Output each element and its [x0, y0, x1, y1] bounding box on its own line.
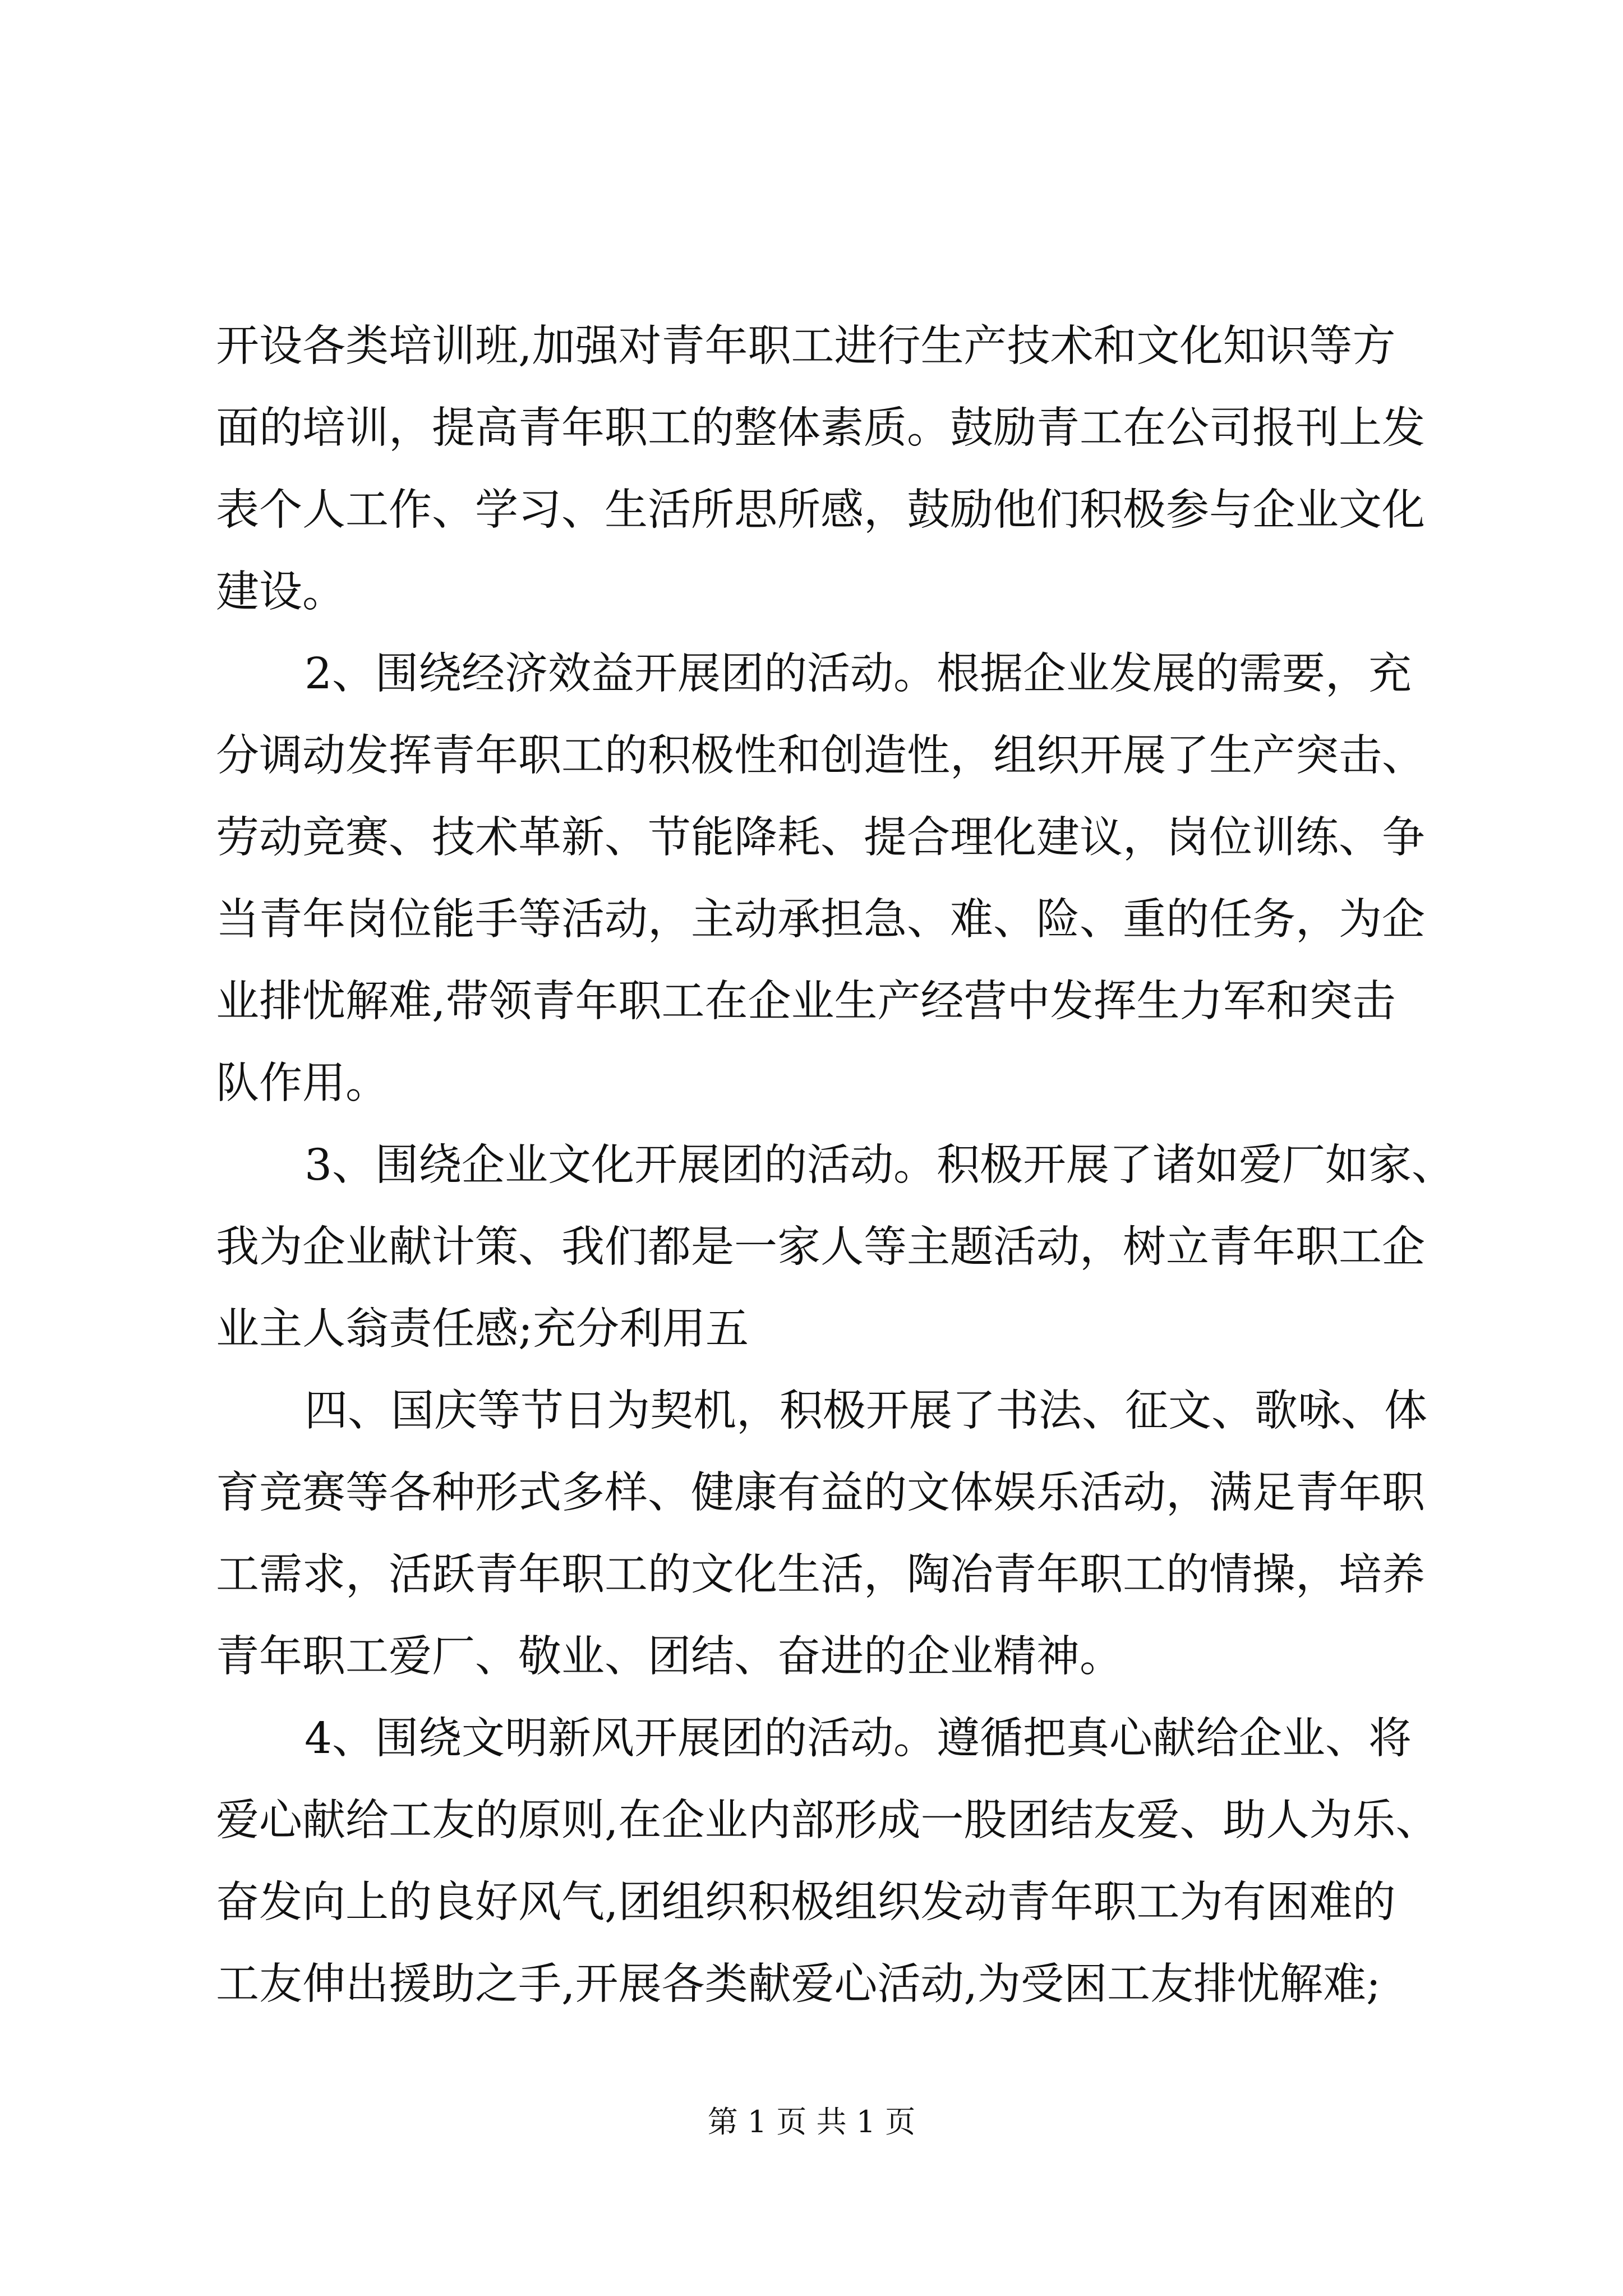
paragraph-5-start: 4、围绕文明新风开展团的活动。遵循把真心献给企业、将 [305, 1714, 1412, 1764]
text-line: 分调动发挥青年职工的积极性和创造性，组织开展了生产突击、 [216, 731, 1425, 781]
text-line: 当青年岗位能手等活动，主动承担急、难、险、重的任务，为企 [216, 895, 1425, 945]
page-footer [0, 2102, 1623, 2142]
text-line: 工友伸出援助之手,开展各类献爱心活动,为受困工友排忧解难; [216, 1959, 1381, 2009]
text-line: 队作用。 [216, 1059, 389, 1108]
text-line: 劳动竞赛、技术革新、节能降耗、提合理化建议，岗位训练、争 [216, 813, 1425, 863]
text-line: 我为企业献计策、我们都是一家人等主题活动，树立青年职工企 [216, 1222, 1425, 1272]
text-line: 奋发向上的良好风气,团组织积极组织发动青年职工为有困难的 [216, 1878, 1396, 1927]
page-number-label: 第 1 页 共 1 页 [707, 2104, 916, 2139]
paragraph-3-start: 3、围绕企业文化开展团的活动。积极开展了诸如爱厂如家、 [305, 1140, 1455, 1190]
text-line: 爱心献给工友的原则,在企业内部形成一股团结友爱、助人为乐、 [216, 1796, 1439, 1846]
text-line: 业主人翁责任感;充分利用五 [216, 1304, 749, 1354]
text-line: 建设。 [216, 567, 345, 617]
text-line: 青年职工爱厂、敬业、团结、奋进的企业精神。 [216, 1632, 1123, 1682]
body-text [216, 306, 1455, 2026]
text-line: 面的培训，提高青年职工的整体素质。鼓励青工在公司报刊上发 [216, 403, 1425, 453]
text-line: 开设各类培训班,加强对青年职工进行生产技术和文化知识等方 [216, 321, 1396, 371]
text-line: 工需求，活跃青年职工的文化生活，陶冶青年职工的情操，培养 [216, 1550, 1425, 1600]
paragraph-2-start: 2、围绕经济效益开展团的活动。根据企业发展的需要，充 [305, 649, 1412, 699]
text-line: 表个人工作、学习、生活所思所感，鼓励他们积极参与企业文化 [216, 485, 1425, 535]
paragraph-4-start: 四、国庆等节日为契机，积极开展了书法、征文、歌咏、体 [305, 1386, 1427, 1436]
text-line: 育竞赛等各种形式多样、健康有益的文体娱乐活动，满足青年职 [216, 1468, 1425, 1518]
text-line: 业排忧解难,带领青年职工在企业生产经营中发挥生力军和突击 [216, 977, 1396, 1027]
